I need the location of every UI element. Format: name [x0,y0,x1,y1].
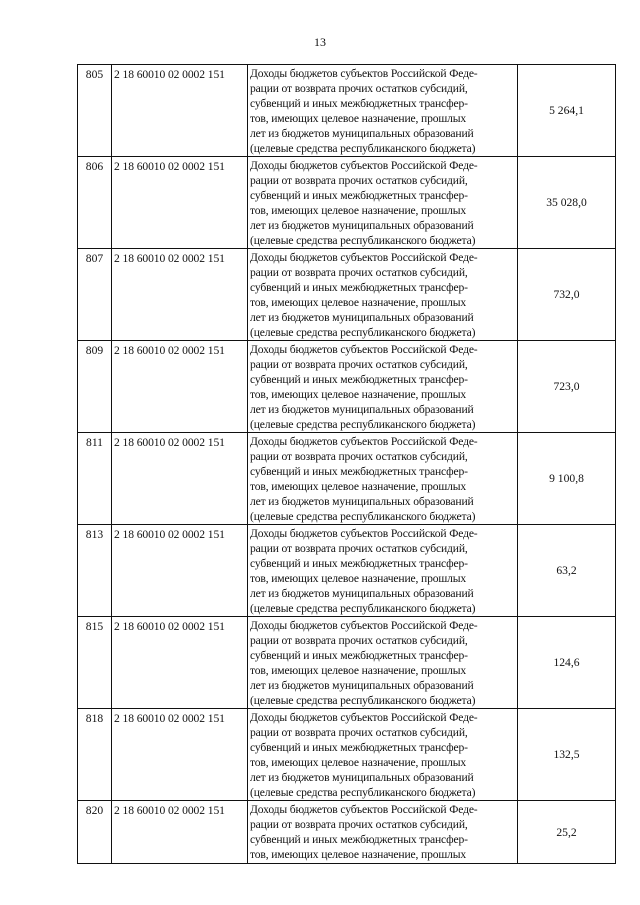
amount-cell: 35 028,0 [518,157,616,249]
table-row [78,157,616,249]
amount-cell: 124,6 [518,617,616,709]
revenue-description-cell: Доходы бюджетов субъектов Российской Феде- рации от возврата прочих остатков субсидий, субвенций и иных межбюджетных трансфер- тов, имеющих целевое назначение, прошлых лет из бюджетов муниципальных образований (целевые средства республиканского бюджета) [248,709,518,801]
revenue-description-cell: Доходы бюджетов субъектов Российской Феде- рации от возврата прочих остатков субсидий, субвенций и иных межбюджетных трансфер- тов, имеющих целевое назначение, прошлых лет из бюджетов муниципальных образований (целевые средства республиканского бюджета) [248,157,518,249]
revenue-description-cell: Доходы бюджетов субъектов Российской Феде- рации от возврата прочих остатков субсидий, субвенций и иных межбюджетных трансфер- тов, имеющих целевое назначение, прошлых лет из бюджетов муниципальных образований (целевые средства республиканского бюджета) [248,433,518,525]
revenue-description-cell: Доходы бюджетов субъектов Российской Феде- рации от возврата прочих остатков субсидий, субвенций и иных межбюджетных трансфер- тов, имеющих целевое назначение, прошлых лет из бюджетов муниципальных образований (целевые средства республиканского бюджета) [248,525,518,617]
amount-cell: 732,0 [518,249,616,341]
table-row [78,341,616,433]
amount-cell: 63,2 [518,525,616,617]
budget-classification-code-cell: 2 18 60010 02 0002 151 [112,801,248,864]
budget-classification-code-cell: 2 18 60010 02 0002 151 [112,65,248,157]
budget-classification-code-cell: 2 18 60010 02 0002 151 [112,709,248,801]
amount-cell: 723,0 [518,341,616,433]
budget-classification-code-cell: 2 18 60010 02 0002 151 [112,341,248,433]
admin-code-cell: 806 [78,157,112,249]
admin-code-cell: 818 [78,709,112,801]
revenue-description-cell: Доходы бюджетов субъектов Российской Феде- рации от возврата прочих остатков субсидий, субвенций и иных межбюджетных трансфер- тов, имеющих целевое назначение, прошлых [248,801,518,864]
budget-classification-code-cell: 2 18 60010 02 0002 151 [112,433,248,525]
budget-classification-code-cell: 2 18 60010 02 0002 151 [112,249,248,341]
revenue-description-cell: Доходы бюджетов субъектов Российской Феде- рации от возврата прочих остатков субсидий, субвенций и иных межбюджетных трансфер- тов, имеющих целевое назначение, прошлых лет из бюджетов муниципальных образований (целевые средства республиканского бюджета) [248,617,518,709]
table-row [78,801,616,864]
admin-code-cell: 807 [78,249,112,341]
revenue-description-cell: Доходы бюджетов субъектов Российской Феде- рации от возврата прочих остатков субсидий, субвенций и иных межбюджетных трансфер- тов, имеющих целевое назначение, прошлых лет из бюджетов муниципальных образований (целевые средства республиканского бюджета) [248,249,518,341]
admin-code-cell: 820 [78,801,112,864]
revenue-description-cell: Доходы бюджетов субъектов Российской Феде- рации от возврата прочих остатков субсидий, субвенций и иных межбюджетных трансфер- тов, имеющих целевое назначение, прошлых лет из бюджетов муниципальных образований (целевые средства республиканского бюджета) [248,65,518,157]
table-row [78,525,616,617]
admin-code-cell: 811 [78,433,112,525]
amount-cell: 25,2 [518,801,616,864]
budget-classification-code-cell: 2 18 60010 02 0002 151 [112,525,248,617]
amount-cell: 5 264,1 [518,65,616,157]
table-row [78,617,616,709]
page-number: 13 [314,35,326,49]
amount-cell: 9 100,8 [518,433,616,525]
table-row [78,249,616,341]
amount-cell: 132,5 [518,709,616,801]
admin-code-cell: 805 [78,65,112,157]
table-row [78,433,616,525]
admin-code-cell: 809 [78,341,112,433]
admin-code-cell: 813 [78,525,112,617]
admin-code-cell: 815 [78,617,112,709]
table-row [78,65,616,157]
budget-revenue-table [77,64,616,864]
revenue-description-cell: Доходы бюджетов субъектов Российской Феде- рации от возврата прочих остатков субсидий, субвенций и иных межбюджетных трансфер- тов, имеющих целевое назначение, прошлых лет из бюджетов муниципальных образований (целевые средства республиканского бюджета) [248,341,518,433]
budget-classification-code-cell: 2 18 60010 02 0002 151 [112,617,248,709]
table-row [78,709,616,801]
budget-classification-code-cell: 2 18 60010 02 0002 151 [112,157,248,249]
